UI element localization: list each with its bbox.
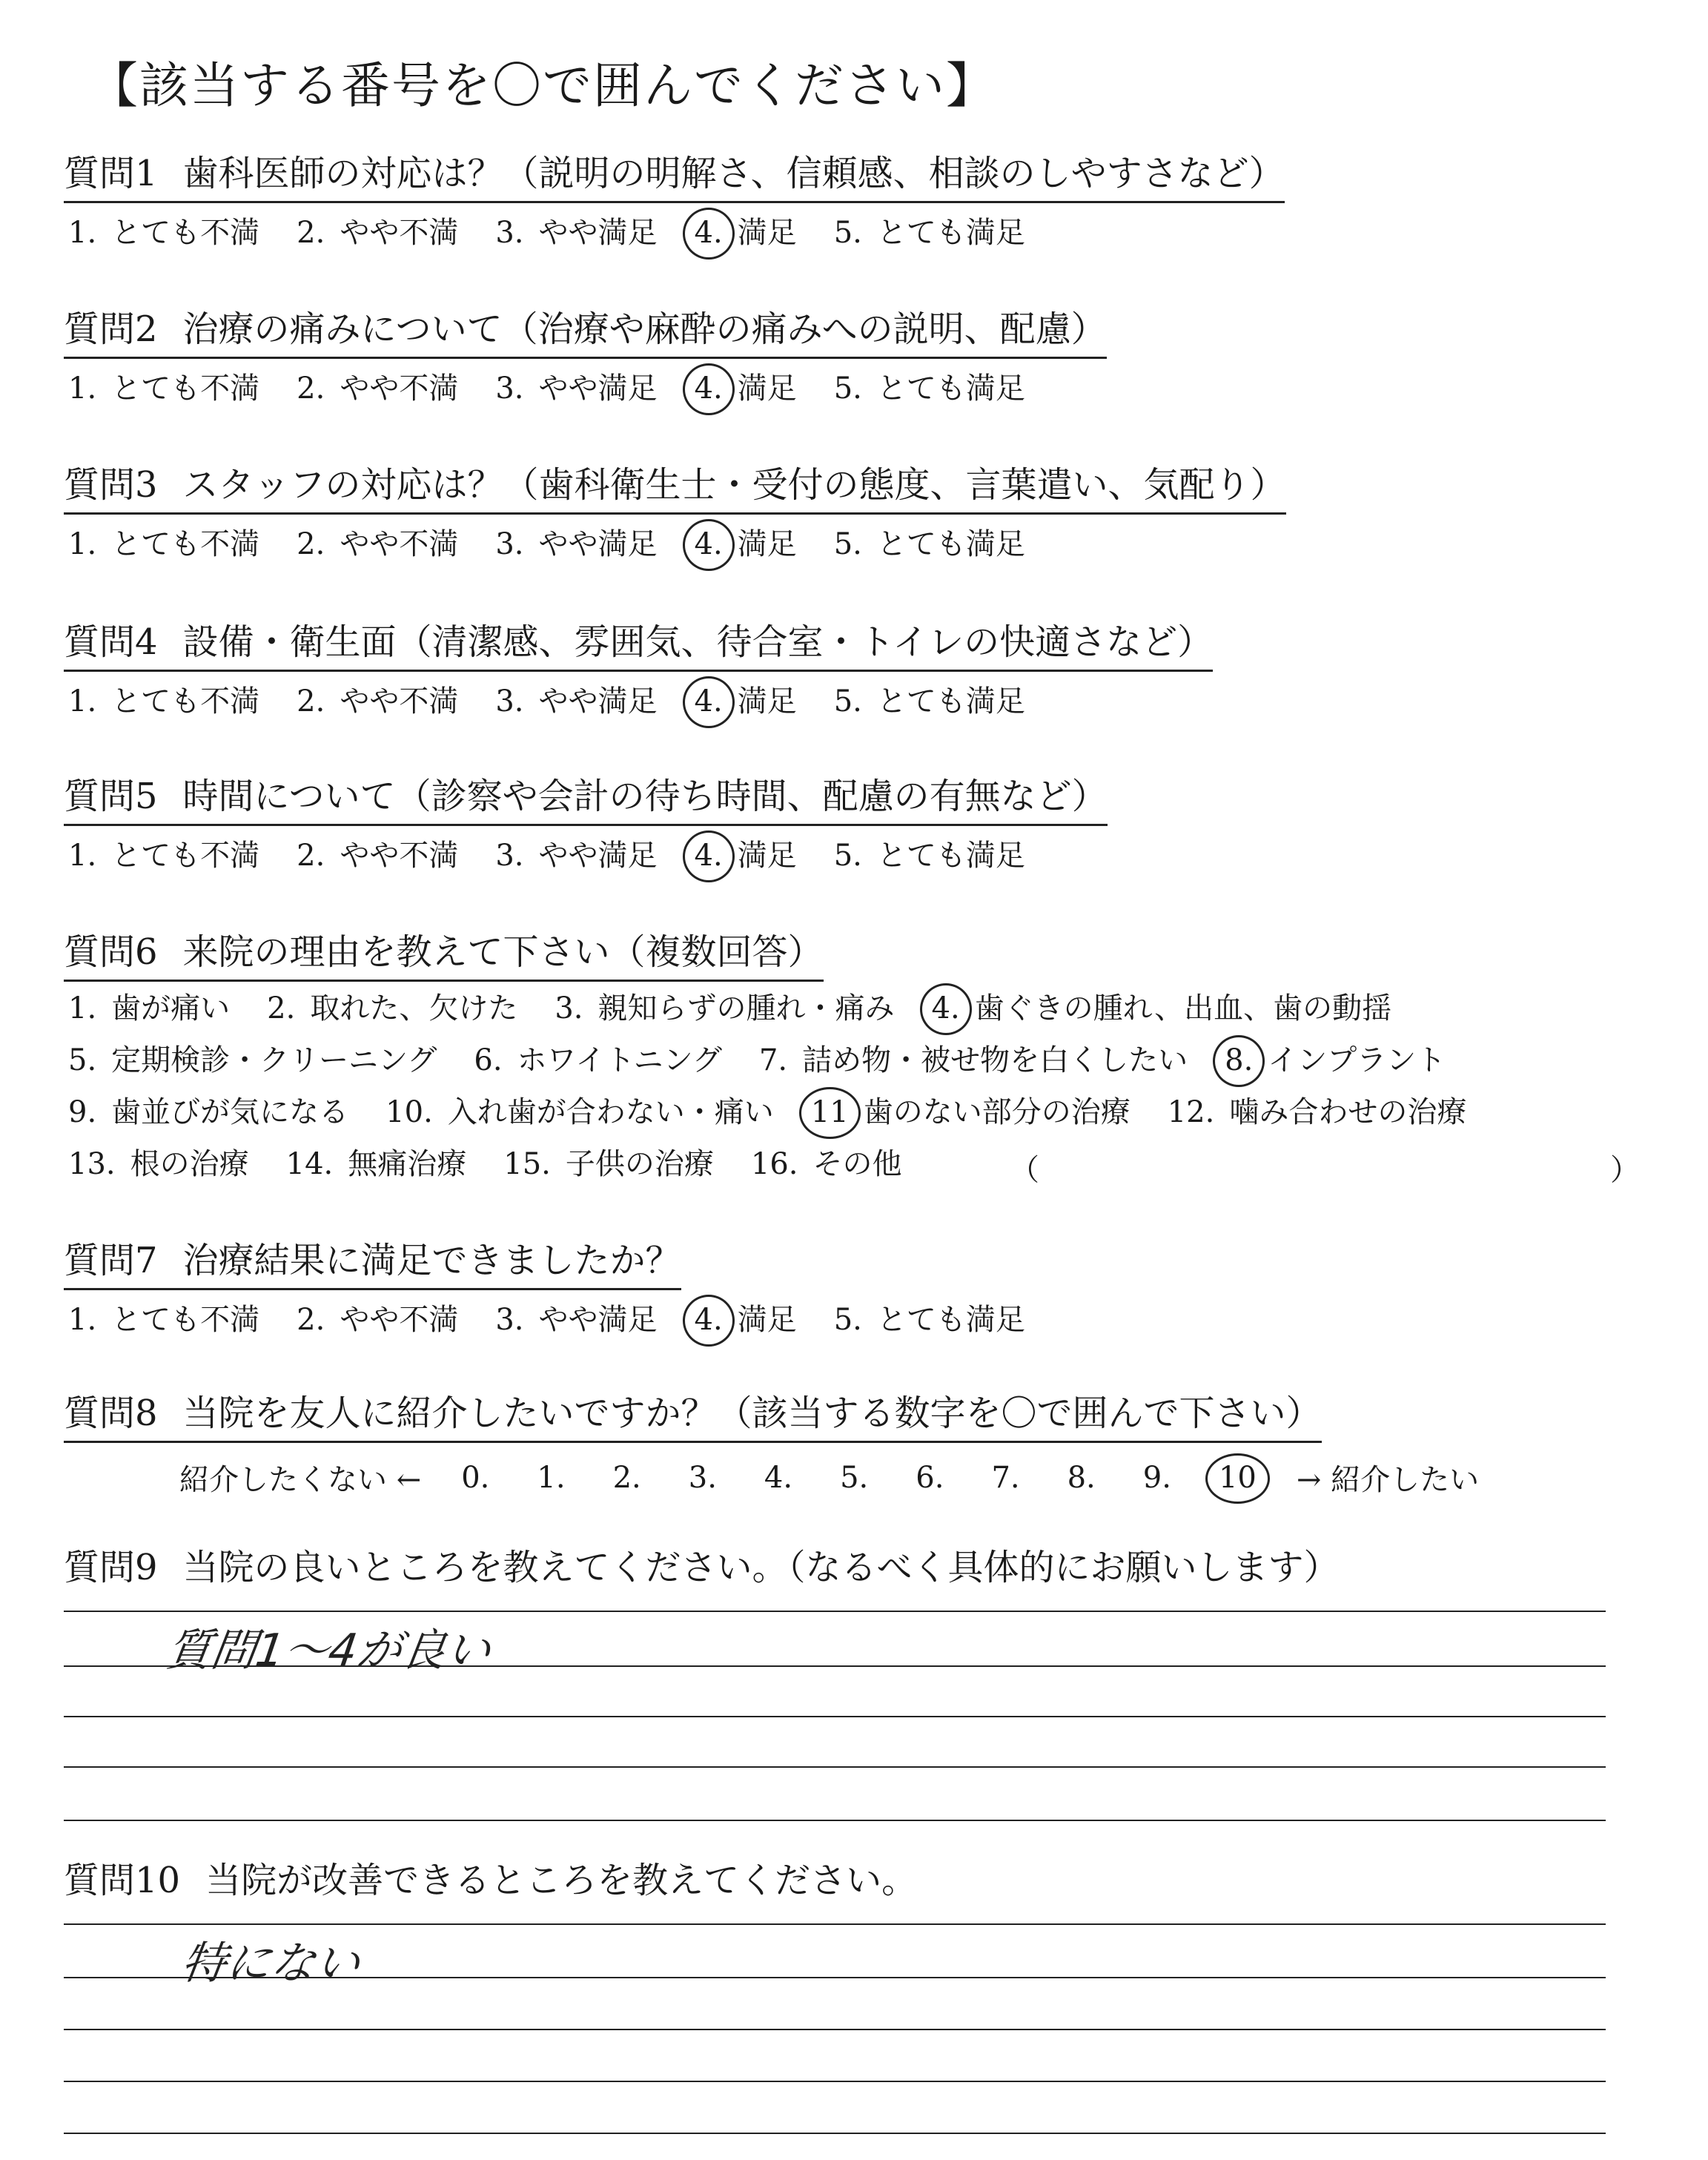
option-11 <box>807 1094 1131 1130</box>
scale-tick-9: 9. <box>1142 1460 1171 1495</box>
option-label: やや満足 <box>538 839 658 873</box>
option-3 <box>550 991 894 1026</box>
other-paren-open: （ <box>1010 1153 1039 1187</box>
option-number-circled: 4. <box>690 215 727 251</box>
answer-line <box>64 1977 1606 1978</box>
scale-tick-2: 2. <box>612 1460 641 1495</box>
scale-ticks <box>437 1461 1280 1495</box>
answer-line <box>64 1611 1606 1612</box>
handwritten-answer-9: 質問1〜4が良い <box>163 1625 494 1677</box>
option-14 <box>282 1146 467 1182</box>
option-number: 5. <box>833 684 862 719</box>
option-label: 定期検診・クリーニング <box>111 1043 437 1077</box>
option-3 <box>491 371 657 406</box>
option-label: 歯ぐきの腫れ、出血、歯の動揺 <box>974 991 1392 1025</box>
option-label: 取れた、欠けた <box>310 991 518 1025</box>
question-number: 質問5 <box>64 776 158 817</box>
option-1 <box>64 526 259 562</box>
option-2 <box>292 371 458 406</box>
option-9 <box>64 1094 348 1130</box>
option-1 <box>64 371 259 406</box>
question-number: 質問9 <box>64 1547 158 1588</box>
scale-tick-0: 0. <box>461 1460 490 1495</box>
option-label: やや満足 <box>538 527 658 561</box>
option-number-circled: 8. <box>1220 1043 1257 1078</box>
option-number: 3. <box>555 991 583 1025</box>
option-number-circled: 4. <box>690 371 727 406</box>
scale-tick-6: 6. <box>916 1460 944 1495</box>
option-1 <box>64 991 230 1026</box>
option-label: 満足 <box>737 371 797 406</box>
scale-tick-1: 1. <box>537 1460 566 1495</box>
option-number: 9. <box>68 1095 97 1129</box>
question-3-options <box>64 526 1058 562</box>
option-label: やや不満 <box>340 839 459 873</box>
option-label: やや不満 <box>340 216 459 250</box>
question-7-options <box>64 1302 1058 1338</box>
option-3 <box>491 838 657 873</box>
question-6-options-row-2 <box>64 1043 1478 1078</box>
option-4 <box>690 371 797 406</box>
option-label: やや満足 <box>538 1303 658 1337</box>
option-number: 1. <box>68 216 97 250</box>
question-1-heading <box>64 154 1285 203</box>
option-label: 噛み合わせの治療 <box>1229 1095 1467 1129</box>
question-6-options-row-4 <box>64 1146 935 1182</box>
option-2 <box>292 838 458 873</box>
scale-left-label: 紹介したくない ← <box>179 1463 422 1497</box>
option-number: 1. <box>68 371 97 406</box>
page-title: 【該当する番号を〇で囲んでください】 <box>89 57 996 114</box>
question-text: 来院の理由を教えて下さい（複数回答） <box>182 931 824 973</box>
scale-tick-4: 4. <box>764 1460 793 1495</box>
answer-line <box>64 1716 1606 1717</box>
question-2-heading <box>64 310 1107 359</box>
option-label: 詰め物・被せ物を白くしたい <box>802 1043 1188 1077</box>
option-2 <box>262 991 517 1026</box>
option-number-circled: 4. <box>690 684 727 719</box>
question-number: 質問7 <box>64 1240 158 1281</box>
option-1 <box>64 1302 259 1338</box>
recommend-scale <box>163 1456 1495 1499</box>
other-paren-close: ） <box>1610 1153 1640 1187</box>
question-6-options-row-1 <box>64 991 1424 1026</box>
question-5-options <box>64 838 1058 873</box>
option-number: 14. <box>285 1147 334 1181</box>
question-text: 当院の良いところを教えてください。（なるべく具体的にお願いします） <box>182 1547 1340 1588</box>
option-label: 満足 <box>737 527 797 561</box>
option-16 <box>747 1146 902 1182</box>
option-number: 3. <box>495 839 524 873</box>
option-3 <box>491 684 657 719</box>
option-label: 歯のない部分の治療 <box>863 1095 1131 1129</box>
option-4 <box>690 215 797 251</box>
question-number: 質問1 <box>64 153 158 194</box>
option-5 <box>830 526 1025 562</box>
option-8 <box>1220 1043 1446 1078</box>
answer-line <box>64 1820 1606 1821</box>
option-label: とても不満 <box>111 371 260 406</box>
question-9-heading <box>64 1548 1340 1595</box>
option-4 <box>690 1302 797 1338</box>
option-number: 6. <box>474 1043 503 1077</box>
option-number: 5. <box>68 1043 97 1077</box>
option-number: 2. <box>297 216 325 250</box>
option-label: その他 <box>812 1147 902 1181</box>
question-number: 質問2 <box>64 308 158 350</box>
question-2-options <box>64 371 1058 406</box>
option-number: 2. <box>297 371 325 406</box>
question-text: スタッフの対応は？（歯科衛生士・受付の態度、言葉遣い、気配り） <box>182 464 1286 506</box>
option-label: ホワイトニング <box>517 1043 722 1077</box>
question-text: 治療の痛みについて（治療や麻酔の痛みへの説明、配慮） <box>182 308 1107 350</box>
scale-right-label: → 紹介したい <box>1296 1463 1480 1497</box>
option-label: 満足 <box>737 1303 797 1337</box>
question-4-options <box>64 684 1058 719</box>
option-number: 1. <box>68 1303 97 1337</box>
scale-tick-10: 10 <box>1216 1461 1260 1495</box>
option-label: やや不満 <box>340 1303 459 1337</box>
option-1 <box>64 684 259 719</box>
option-number: 3. <box>495 1303 524 1337</box>
option-number: 5. <box>833 839 862 873</box>
question-text: 設備・衛生面（清潔感、雰囲気、待合室・トイレの快適さなど） <box>182 621 1214 663</box>
option-label: やや満足 <box>538 216 658 250</box>
option-2 <box>292 1302 458 1338</box>
option-number: 3. <box>495 216 524 250</box>
option-label: とても不満 <box>111 527 260 561</box>
option-number: 16. <box>750 1147 798 1181</box>
option-number: 2. <box>297 1303 325 1337</box>
option-label: 根の治療 <box>130 1147 249 1181</box>
option-number: 1. <box>68 991 97 1025</box>
answer-line <box>64 2133 1606 2134</box>
scale-tick-7: 7. <box>991 1460 1020 1495</box>
question-text: 時間について（診察や会計の待ち時間、配慮の有無など） <box>182 776 1108 817</box>
option-label: 無痛治療 <box>348 1147 467 1181</box>
option-label: とても不満 <box>111 1303 260 1337</box>
option-4 <box>690 526 797 562</box>
scale-tick-3: 3. <box>688 1460 717 1495</box>
option-3 <box>491 526 657 562</box>
option-2 <box>292 215 458 251</box>
option-number: 15. <box>503 1147 551 1181</box>
option-5 <box>830 371 1025 406</box>
option-number: 5. <box>833 1303 862 1337</box>
option-13 <box>64 1146 249 1182</box>
option-5 <box>830 838 1025 873</box>
question-text: 当院が改善できるところを教えてください。 <box>205 1860 918 1901</box>
question-number: 質問6 <box>64 931 158 973</box>
option-label: 満足 <box>737 839 797 873</box>
option-number-circled: 4. <box>690 526 727 562</box>
option-10 <box>381 1094 774 1130</box>
option-label: やや不満 <box>340 371 459 406</box>
question-text: 歯科医師の対応は？（説明の明解さ、信頼感、相談のしやすさなど） <box>182 153 1285 194</box>
option-label: インプラント <box>1268 1043 1446 1077</box>
option-1 <box>64 215 259 251</box>
option-number: 3. <box>495 371 524 406</box>
option-4 <box>690 838 797 873</box>
option-label: 満足 <box>737 684 797 719</box>
question-number: 質問8 <box>64 1393 158 1434</box>
option-label: とても満足 <box>876 527 1025 561</box>
option-number: 5. <box>833 527 862 561</box>
option-5 <box>64 1043 437 1078</box>
question-6-heading <box>64 933 824 982</box>
option-label: 子供の治療 <box>565 1147 714 1181</box>
option-label: 入れ歯が合わない・痛い <box>447 1095 774 1129</box>
option-number: 1. <box>68 839 97 873</box>
option-number-circled: 11 <box>807 1094 853 1130</box>
answer-line <box>64 2081 1606 2082</box>
option-label: 歯が痛い <box>111 991 231 1025</box>
option-label: やや不満 <box>340 527 459 561</box>
option-label: とても満足 <box>876 839 1025 873</box>
option-label: やや満足 <box>538 371 658 406</box>
scale-tick-8: 8. <box>1067 1460 1096 1495</box>
question-number: 質問4 <box>64 621 158 663</box>
option-4 <box>690 684 797 719</box>
option-3 <box>491 1302 657 1338</box>
option-label: やや満足 <box>538 684 658 719</box>
option-5 <box>830 215 1025 251</box>
option-5 <box>830 1302 1025 1338</box>
question-text: 当院を友人に紹介したいですか？（該当する数字を〇で囲んで下さい） <box>182 1393 1322 1434</box>
answer-line <box>64 1923 1606 1925</box>
option-2 <box>292 684 458 719</box>
option-number: 7. <box>758 1043 788 1077</box>
option-label: とても不満 <box>111 684 260 719</box>
option-number-circled: 4. <box>690 838 727 873</box>
question-number: 質問10 <box>64 1860 181 1901</box>
option-4 <box>927 991 1392 1026</box>
option-1 <box>64 838 259 873</box>
option-number-circled: 4. <box>927 991 964 1026</box>
question-7-heading <box>64 1241 681 1290</box>
answer-line <box>64 2029 1606 2030</box>
option-label: 歯並びが気になる <box>111 1095 349 1129</box>
option-label: 満足 <box>737 216 797 250</box>
option-number: 13. <box>68 1147 116 1181</box>
option-number: 1. <box>68 684 97 719</box>
option-2 <box>292 526 458 562</box>
option-number: 12. <box>1167 1095 1215 1129</box>
option-label: 親知らずの腫れ・痛み <box>598 991 895 1025</box>
option-6 <box>469 1043 722 1078</box>
option-5 <box>830 684 1025 719</box>
answer-line <box>64 1665 1606 1667</box>
scale-tick-5: 5. <box>840 1460 869 1495</box>
option-number: 2. <box>297 684 325 719</box>
option-12 <box>1163 1094 1467 1130</box>
option-3 <box>491 215 657 251</box>
option-label: とても満足 <box>876 216 1025 250</box>
question-number: 質問3 <box>64 464 158 506</box>
option-label: とても不満 <box>111 216 260 250</box>
option-number-circled: 4. <box>690 1302 727 1338</box>
question-8-heading <box>64 1394 1322 1443</box>
question-text: 治療結果に満足できましたか？ <box>182 1240 681 1281</box>
option-label: とても満足 <box>876 371 1025 406</box>
handwritten-answer-10: 特にない <box>178 1938 364 1989</box>
option-number: 1. <box>68 527 97 561</box>
question-1-options <box>64 215 1058 251</box>
option-number: 3. <box>495 527 524 561</box>
question-4-heading <box>64 623 1213 672</box>
question-3-heading <box>64 466 1286 515</box>
option-number: 2. <box>297 527 325 561</box>
option-number: 5. <box>833 216 862 250</box>
question-6-options-row-3 <box>64 1094 1499 1130</box>
option-number: 2. <box>297 839 325 873</box>
option-label: とても不満 <box>111 839 260 873</box>
option-7 <box>755 1043 1188 1078</box>
option-label: やや不満 <box>340 684 459 719</box>
option-number: 10. <box>385 1095 433 1129</box>
answer-line <box>64 1766 1606 1768</box>
option-label: とても満足 <box>876 1303 1025 1337</box>
option-number: 5. <box>833 371 862 406</box>
option-number: 3. <box>495 684 524 719</box>
option-label: とても満足 <box>876 684 1025 719</box>
question-10-heading <box>64 1861 917 1908</box>
question-5-heading <box>64 777 1108 826</box>
option-15 <box>499 1146 714 1182</box>
option-number: 2. <box>267 991 296 1025</box>
